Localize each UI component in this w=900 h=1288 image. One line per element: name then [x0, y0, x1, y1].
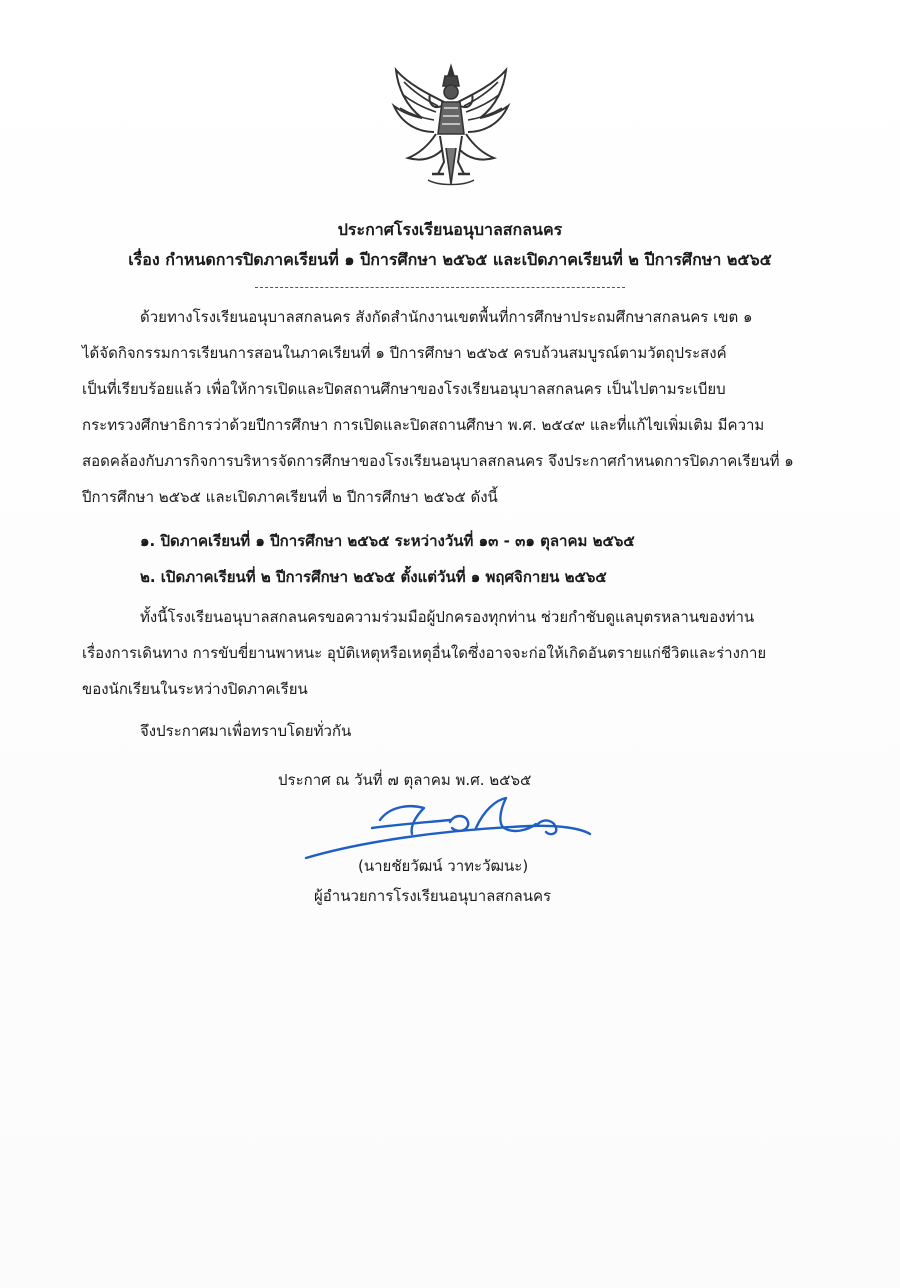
schedule-item-open: ๒. เปิดภาคเรียนที่ ๒ ปีการศึกษา ๒๕๖๕ ตั้งแต่วันที่ ๑ พฤศจิกายน ๒๕๖๕ — [140, 568, 607, 586]
announcement-title: ประกาศโรงเรียนอนุบาลสกลนคร — [337, 220, 563, 239]
paragraph-2-line: ของนักเรียนในระหว่างปิดภาคเรียน — [82, 680, 308, 698]
paragraph-2-line: เรื่องการเดินทาง การขับขี่ยานพาหนะ อุบัติเหตุหรือเหตุอื่นใดซึ่งอาจจะก่อให้เกิดอันตรายแก่ชีวิตและร่างกาย — [82, 644, 767, 662]
signer-position: ผู้อำนวยการโรงเรียนอนุบาลสกลนคร — [314, 887, 552, 905]
announcement-subject: เรื่อง กำหนดการปิดภาคเรียนที่ ๑ ปีการศึกษา ๒๕๖๕ และเปิดภาคเรียนที่ ๒ ปีการศึกษา ๒๕๖๕ — [128, 250, 772, 269]
paragraph-1-line: ปีการศึกษา ๒๕๖๕ และเปิดภาคเรียนที่ ๒ ปีการศึกษา ๒๕๖๕ ดังนี้ — [82, 488, 498, 506]
garuda-emblem-icon — [388, 62, 514, 190]
signer-name: (นายชัยวัฒน์ วาทะวัฒนะ) — [358, 857, 529, 875]
paragraph-2-line: ทั้งนี้โรงเรียนอนุบาลสกลนครขอความร่วมมือผู้ปกครองทุกท่าน ช่วยกำชับดูแลบุตรหลานของท่าน — [140, 608, 755, 626]
schedule-item-close: ๑. ปิดภาคเรียนที่ ๑ ปีการศึกษา ๒๕๖๕ ระหว่างวันที่ ๑๓ - ๓๑ ตุลาคม ๒๕๖๕ — [140, 532, 635, 550]
paragraph-1-line: เป็นที่เรียบร้อยแล้ว เพื่อให้การเปิดและปิดสถานศึกษาของโรงเรียนอนุบาลสกลนคร เป็นไปตามระเบียบ — [82, 380, 726, 398]
announcement-date: ประกาศ ณ วันที่ ๗ ตุลาคม พ.ศ. ๒๕๖๕ — [278, 771, 532, 789]
divider — [255, 287, 625, 288]
paragraph-1-line: กระทรวงศึกษาธิการว่าด้วยปีการศึกษา การเปิดและปิดสถานศึกษา พ.ศ. ๒๕๔๙ และที่แก้ไขเพิ่มเติม มีความ — [82, 416, 765, 434]
paragraph-1-line: ได้จัดกิจกรรมการเรียนการสอนในภาคเรียนที่ ๑ ปีการศึกษา ๒๕๖๕ ครบถ้วนสมบูรณ์ตามวัตถุประสงค์ — [82, 344, 727, 362]
paragraph-1-line: สอดคล้องกับภารกิจการบริหารจัดการศึกษาของโรงเรียนอนุบาลสกลนคร จึงประกาศกำหนดการปิดภาคเรียนที่ ๑ — [82, 452, 794, 470]
closing-text: จึงประกาศมาเพื่อทราบโดยทั่วกัน — [140, 722, 352, 740]
paragraph-1-line: ด้วยทางโรงเรียนอนุบาลสกลนคร สังกัดสำนักงานเขตพื้นที่การศึกษาประถมศึกษาสกลนคร เขต ๑ — [140, 308, 753, 326]
